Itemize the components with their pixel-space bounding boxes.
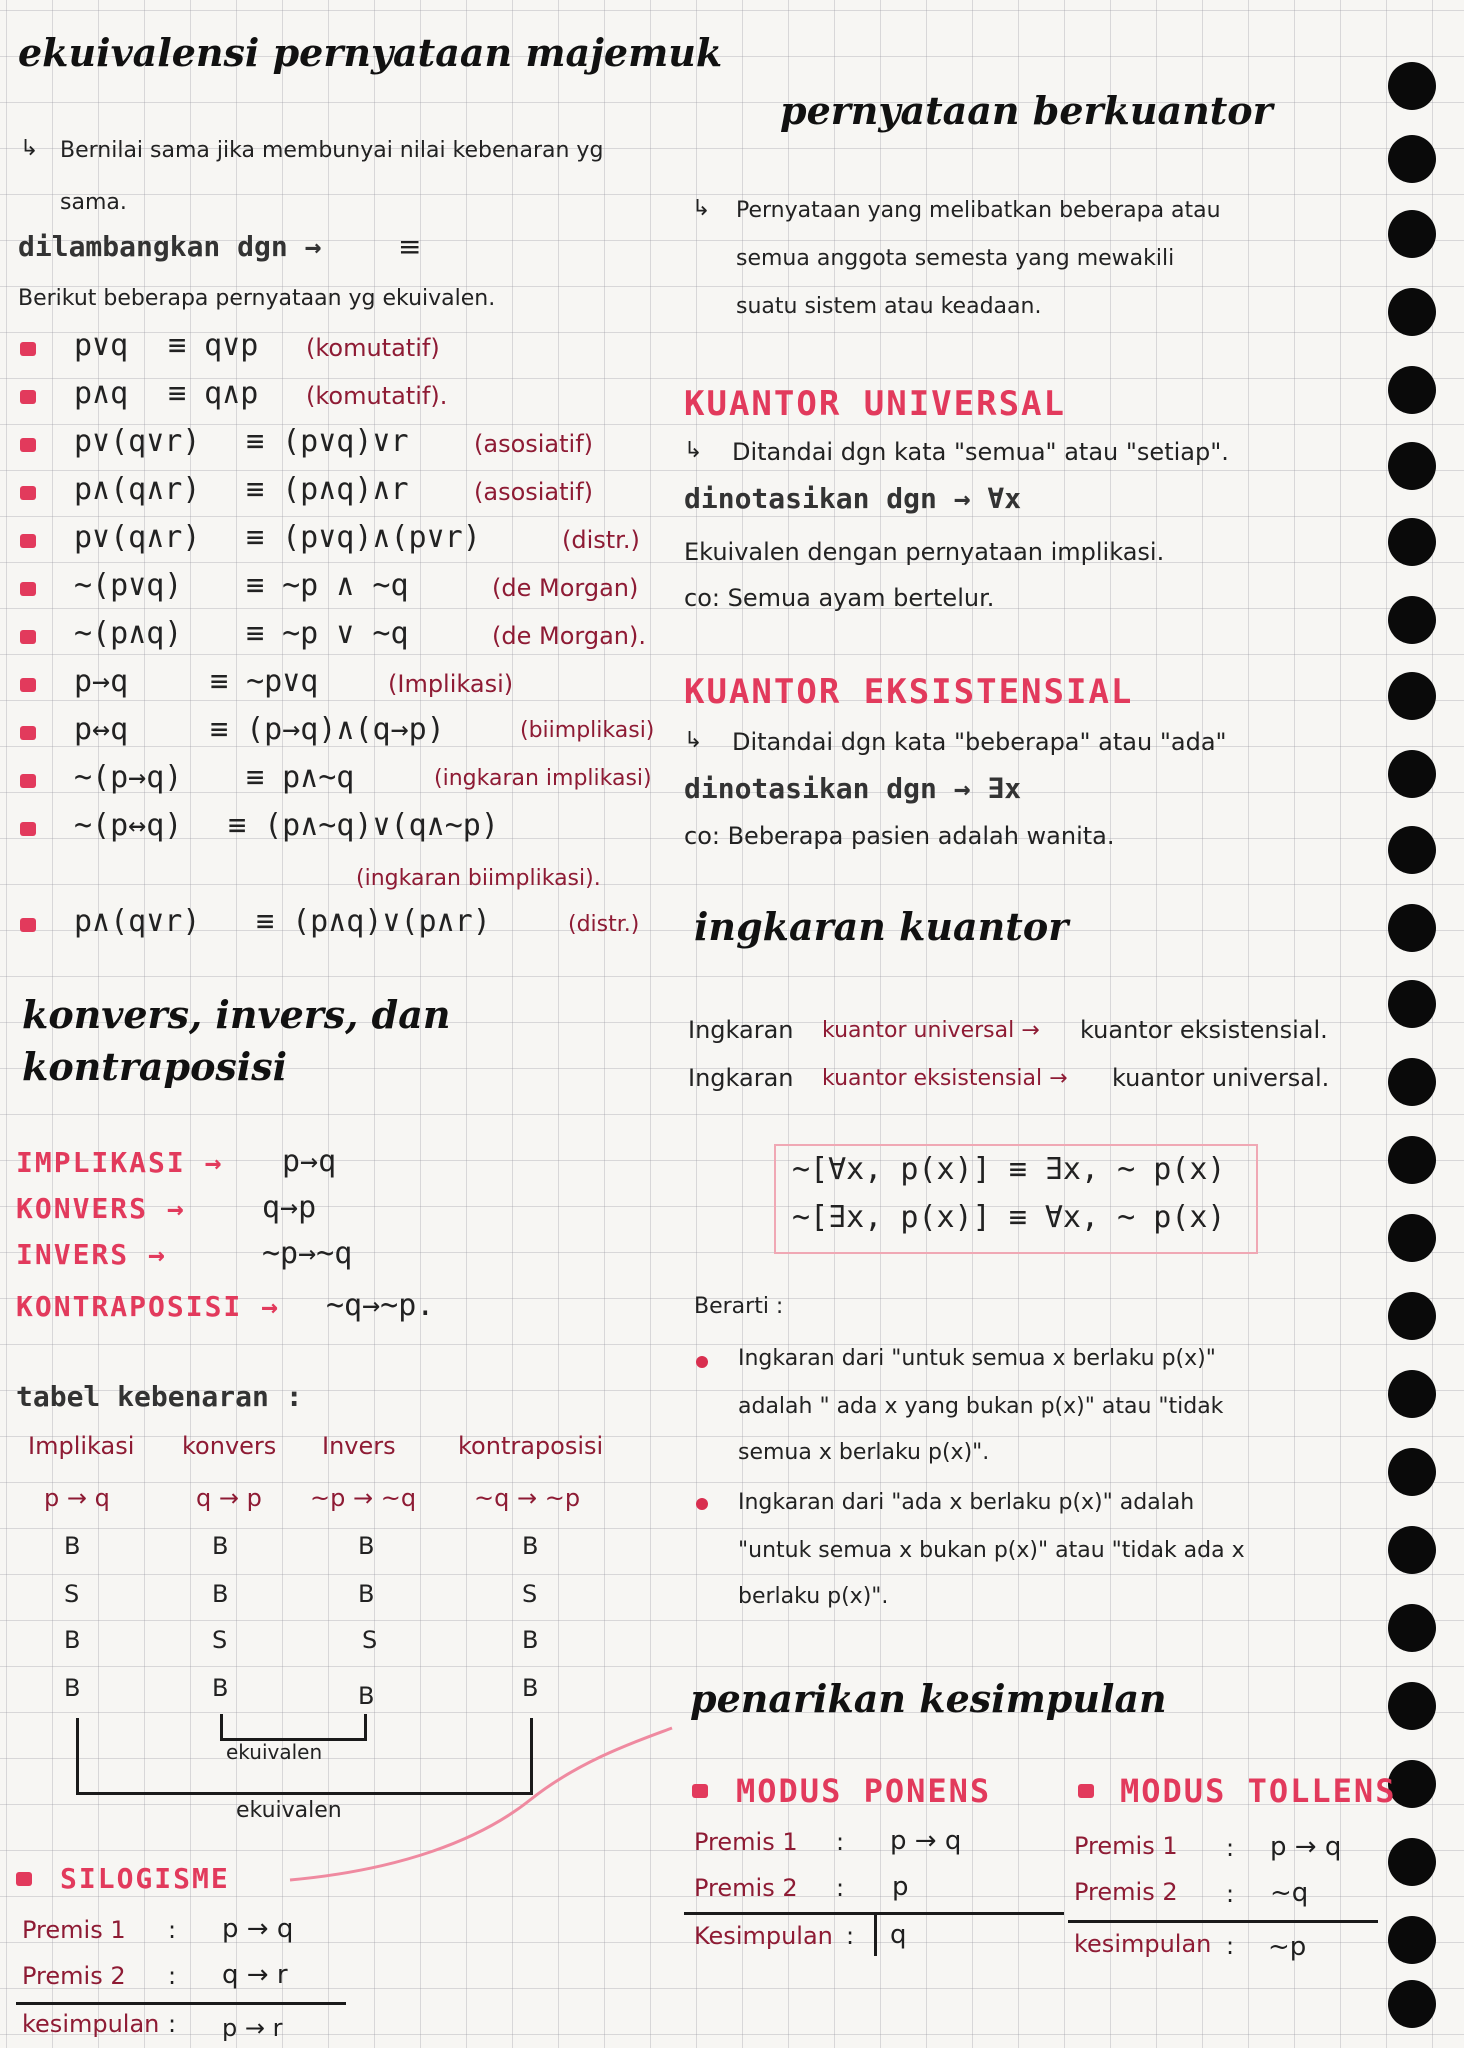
separator: :	[168, 2010, 177, 2038]
table-cell: S	[212, 1626, 228, 1654]
binding-hole	[1388, 1214, 1436, 1262]
table-cell: B	[358, 1580, 375, 1608]
table-header: kontraposisi	[458, 1432, 604, 1460]
binding-hole	[1388, 1604, 1436, 1652]
table-title: tabel kebenaran :	[16, 1380, 303, 1413]
eq-note: (Implikasi)	[388, 670, 514, 698]
premis-label: Premis 1	[22, 1916, 126, 1944]
binding-hole	[1388, 62, 1436, 110]
table-header: Invers	[322, 1432, 396, 1460]
conclusion-value: ~p	[1268, 1932, 1307, 1962]
table-cell: S	[362, 1626, 378, 1654]
modus-title: MODUS TOLLENS	[1120, 1772, 1397, 1810]
binding-hole	[1388, 750, 1436, 798]
eq-note: (de Morgan).	[492, 622, 646, 650]
table-cell: B	[358, 1682, 375, 1710]
bullet-icon	[20, 438, 36, 452]
explanation-line: berlaku p(x)".	[738, 1584, 889, 1609]
intro-line: Pernyataan yang melibatkan beberapa atau	[736, 198, 1221, 223]
bullet-icon	[16, 1872, 32, 1886]
description-line: Ditandai dgn kata "semua" atau "setiap".	[732, 438, 1229, 466]
separator: :	[836, 1874, 845, 1902]
table-cell: S	[64, 1580, 80, 1608]
eq-rhs: ≡ (p∨q)∨r	[246, 424, 409, 459]
eq-note: (ingkaran implikasi)	[434, 766, 652, 791]
conclusion-label: kesimpulan	[1074, 1930, 1212, 1958]
form-expr: ~q→~p.	[326, 1288, 435, 1323]
bracket-line	[220, 1714, 223, 1740]
eq-note: (distr.)	[562, 526, 640, 554]
page-title-left: ekuivalensi pernyataan majemuk	[18, 30, 723, 75]
separator: :	[1226, 1880, 1235, 1908]
binding-hole	[1388, 596, 1436, 644]
arrow-icon: ↳	[20, 136, 39, 161]
bullet-icon	[20, 582, 36, 596]
negation-text: Ingkaran	[688, 1016, 794, 1044]
binding-hole	[1388, 1448, 1436, 1496]
conclusion-label: Kesimpulan	[694, 1922, 833, 1950]
intro-line: semua anggota semesta yang mewakili	[736, 246, 1175, 271]
berarti-label: Berarti :	[694, 1294, 784, 1319]
form-expr: q→p	[262, 1190, 317, 1225]
eq-note: (distr.)	[568, 912, 640, 937]
arrow-icon: ↳	[692, 196, 711, 221]
intro-line: sama.	[60, 190, 127, 215]
negation-text: kuantor universal.	[1112, 1064, 1330, 1092]
form-label: INVERS →	[16, 1238, 167, 1271]
table-expr: q → p	[196, 1484, 262, 1512]
eq-rhs: ≡ (p→q)∧(q→p)	[210, 712, 445, 747]
premis-value: p → q	[1270, 1832, 1342, 1862]
eq-lhs: p→q	[74, 664, 129, 699]
example-line: co: Beberapa pasien adalah wanita.	[684, 822, 1115, 850]
explanation-line: Ingkaran dari "ada x berlaku p(x)" adalah	[738, 1490, 1195, 1515]
binding-hole	[1388, 1370, 1436, 1418]
pen-stroke	[280, 1720, 680, 1890]
binding-hole	[1388, 826, 1436, 874]
bullet-dot	[696, 1356, 708, 1368]
eq-lhs: ~(p∨q)	[74, 568, 183, 603]
table-cell: B	[64, 1532, 81, 1560]
negation-text: kuantor eksistensial →	[822, 1066, 1068, 1091]
form-expr: p→q	[282, 1144, 337, 1179]
bullet-icon	[20, 390, 36, 404]
conclusion-value: p → r	[222, 2014, 283, 2042]
description-line: Ditandai dgn kata "beberapa" atau "ada"	[732, 728, 1227, 756]
form-expr: ~p→~q	[262, 1236, 353, 1271]
premis-value: p → q	[890, 1826, 962, 1856]
bullet-icon	[20, 774, 36, 788]
eq-lhs: p↔q	[74, 712, 129, 747]
bullet-icon	[20, 918, 36, 932]
negation-text: kuantor universal →	[822, 1018, 1040, 1043]
eq-lhs: ~(p→q)	[74, 760, 183, 795]
eq-lhs: p∧(q∧r)	[74, 472, 201, 507]
table-cell: B	[358, 1532, 375, 1560]
eq-rhs: ≡ p∧~q	[246, 760, 355, 795]
divider-line	[874, 1914, 877, 1956]
eq-note: (asosiatif)	[474, 430, 594, 458]
eq-rhs: ≡ ~p ∨ ~q	[246, 616, 409, 651]
binding-hole	[1388, 135, 1436, 183]
section-title: konvers, invers, dan	[22, 992, 451, 1037]
negation-text: Ingkaran	[688, 1064, 794, 1092]
table-cell: B	[522, 1674, 539, 1702]
separator: :	[168, 1962, 177, 1990]
divider-line	[16, 2002, 346, 2005]
table-expr: ~p → ~q	[310, 1484, 417, 1512]
premis-label: Premis 2	[1074, 1878, 1178, 1906]
premis-label: Premis 2	[694, 1874, 798, 1902]
silogisme-title: SILOGISME	[60, 1862, 230, 1895]
divider-line	[1068, 1920, 1378, 1923]
eq-note: (komutatif)	[306, 334, 440, 362]
eq-rhs: ≡ ~p∨q	[210, 664, 319, 699]
explanation-line: Ingkaran dari "untuk semua x berlaku p(x)"	[738, 1346, 1216, 1371]
table-cell: B	[64, 1674, 81, 1702]
bullet-icon	[20, 822, 36, 836]
explanation-line: adalah " ada x yang bukan p(x)" atau "tidak	[738, 1394, 1224, 1419]
premis-label: Premis 1	[694, 1828, 798, 1856]
table-header: konvers	[182, 1432, 277, 1460]
eq-note: (asosiatif)	[474, 478, 594, 506]
premis-value: ~q	[1270, 1878, 1309, 1908]
page-title-right: pernyataan berkuantor	[780, 88, 1273, 133]
eq-rhs: ≡ (p∧~q)∨(q∧~p)	[228, 808, 499, 843]
negation-text: kuantor eksistensial.	[1080, 1016, 1328, 1044]
form-label: KONVERS →	[16, 1192, 186, 1225]
explanation-line: "untuk semua x bukan p(x)" atau "tidak ada x	[738, 1538, 1245, 1563]
binding-hole	[1388, 442, 1436, 490]
description-line: Ekuivalen dengan pernyataan implikasi.	[684, 538, 1165, 566]
table-cell: B	[212, 1532, 229, 1560]
separator: :	[836, 1828, 845, 1856]
negation-formula: ~[∃x, p(x)] ≡ ∀x, ~ p(x)	[792, 1200, 1226, 1235]
section-heading: KUANTOR UNIVERSAL	[684, 384, 1066, 424]
eq-rhs: ≡ q∨p	[168, 328, 259, 363]
conclusion-label: kesimpulan	[22, 2010, 160, 2038]
eq-lhs: p∧q	[74, 376, 129, 411]
table-expr: ~q → ~p	[474, 1484, 581, 1512]
binding-hole	[1388, 1526, 1436, 1574]
binding-hole	[1388, 1058, 1436, 1106]
eq-rhs: ≡ (p∨q)∧(p∨r)	[246, 520, 481, 555]
negation-formula: ~[∀x, p(x)] ≡ ∃x, ~ p(x)	[792, 1152, 1226, 1187]
intro-line: Bernilai sama jika membunyai nilai kebenaran yg	[60, 138, 604, 163]
binding-hole	[1388, 1980, 1436, 2028]
bracket-line	[76, 1718, 79, 1794]
separator: :	[168, 1916, 177, 1944]
section-title: ingkaran kuantor	[694, 904, 1069, 949]
bullet-icon	[20, 678, 36, 692]
eq-note: (de Morgan)	[492, 574, 639, 602]
binding-hole	[1388, 518, 1436, 566]
eq-note: (komutatif).	[306, 382, 448, 410]
form-label: KONTRAPOSISI →	[16, 1290, 281, 1323]
binding-hole	[1388, 1838, 1436, 1886]
eq-lhs: ~(p↔q)	[74, 808, 183, 843]
bullet-dot	[696, 1498, 708, 1510]
symbol-label: dilambangkan dgn →	[18, 230, 322, 263]
arrow-icon: ↳	[684, 728, 703, 753]
bullet-icon	[692, 1784, 708, 1798]
eq-lhs: ~(p∧q)	[74, 616, 183, 651]
eq-rhs: ≡ (p∧q)∧r	[246, 472, 409, 507]
binding-hole	[1388, 980, 1436, 1028]
separator: :	[1226, 1834, 1235, 1862]
example-line: co: Semua ayam bertelur.	[684, 584, 995, 612]
binding-hole	[1388, 1292, 1436, 1340]
section-heading: KUANTOR EKSISTENSIAL	[684, 672, 1134, 712]
premis-value: p	[892, 1872, 909, 1902]
list-intro: Berikut beberapa pernyataan yg ekuivalen.	[18, 286, 496, 311]
premis-value: q → r	[222, 1960, 288, 1990]
eq-lhs: p∨q	[74, 328, 129, 363]
eq-rhs: ≡ q∧p	[168, 376, 259, 411]
notation-line: dinotasikan dgn → ∃x	[684, 772, 1022, 805]
bullet-icon	[20, 342, 36, 356]
binding-hole	[1388, 1136, 1436, 1184]
binding-hole	[1388, 1682, 1436, 1730]
modus-title: MODUS PONENS	[736, 1772, 992, 1810]
intro-line: suatu sistem atau keadaan.	[736, 294, 1042, 319]
bullet-icon	[20, 630, 36, 644]
eq-rhs: ≡ (p∧q)∨(p∧r)	[256, 904, 491, 939]
premis-value: p → q	[222, 1914, 294, 1944]
bullet-icon	[20, 726, 36, 740]
table-cell: B	[212, 1580, 229, 1608]
conclusion-value: q	[890, 1920, 907, 1950]
equivalent-label: ekuivalen	[236, 1798, 342, 1823]
section-title: kontraposisi	[22, 1044, 288, 1089]
binding-hole	[1388, 672, 1436, 720]
eq-lhs: p∧(q∨r)	[74, 904, 201, 939]
eq-note: (biimplikasi)	[520, 718, 655, 743]
binding-hole	[1388, 904, 1436, 952]
separator: :	[846, 1922, 855, 1950]
table-cell: B	[64, 1626, 81, 1654]
bullet-icon	[20, 486, 36, 500]
table-cell: B	[522, 1626, 539, 1654]
equivalent-label: ekuivalen	[226, 1740, 323, 1764]
table-header: Implikasi	[28, 1432, 135, 1460]
premis-label: Premis 2	[22, 1962, 126, 1990]
notation-line: dinotasikan dgn → ∀x	[684, 482, 1022, 515]
eq-lhs: p∨(q∨r)	[74, 424, 201, 459]
separator: :	[1226, 1932, 1235, 1960]
bullet-icon	[20, 534, 36, 548]
binding-hole	[1388, 210, 1436, 258]
table-expr: p → q	[44, 1484, 110, 1512]
binding-hole	[1388, 366, 1436, 414]
table-cell: S	[522, 1580, 538, 1608]
section-title: penarikan kesimpulan	[690, 1676, 1167, 1721]
table-cell: B	[212, 1674, 229, 1702]
eq-rhs: ≡ ~p ∧ ~q	[246, 568, 409, 603]
premis-label: Premis 1	[1074, 1832, 1178, 1860]
binding-hole	[1388, 288, 1436, 336]
bullet-icon	[1078, 1784, 1094, 1798]
explanation-line: semua x berlaku p(x)".	[738, 1440, 990, 1465]
equivalence-symbol: ≡	[398, 230, 422, 263]
eq-lhs: p∨(q∧r)	[74, 520, 201, 555]
eq-note: (ingkaran biimplikasi).	[356, 866, 601, 891]
form-label: IMPLIKASI →	[16, 1146, 224, 1179]
table-cell: B	[522, 1532, 539, 1560]
binding-hole	[1388, 1916, 1436, 1964]
arrow-icon: ↳	[684, 438, 703, 463]
